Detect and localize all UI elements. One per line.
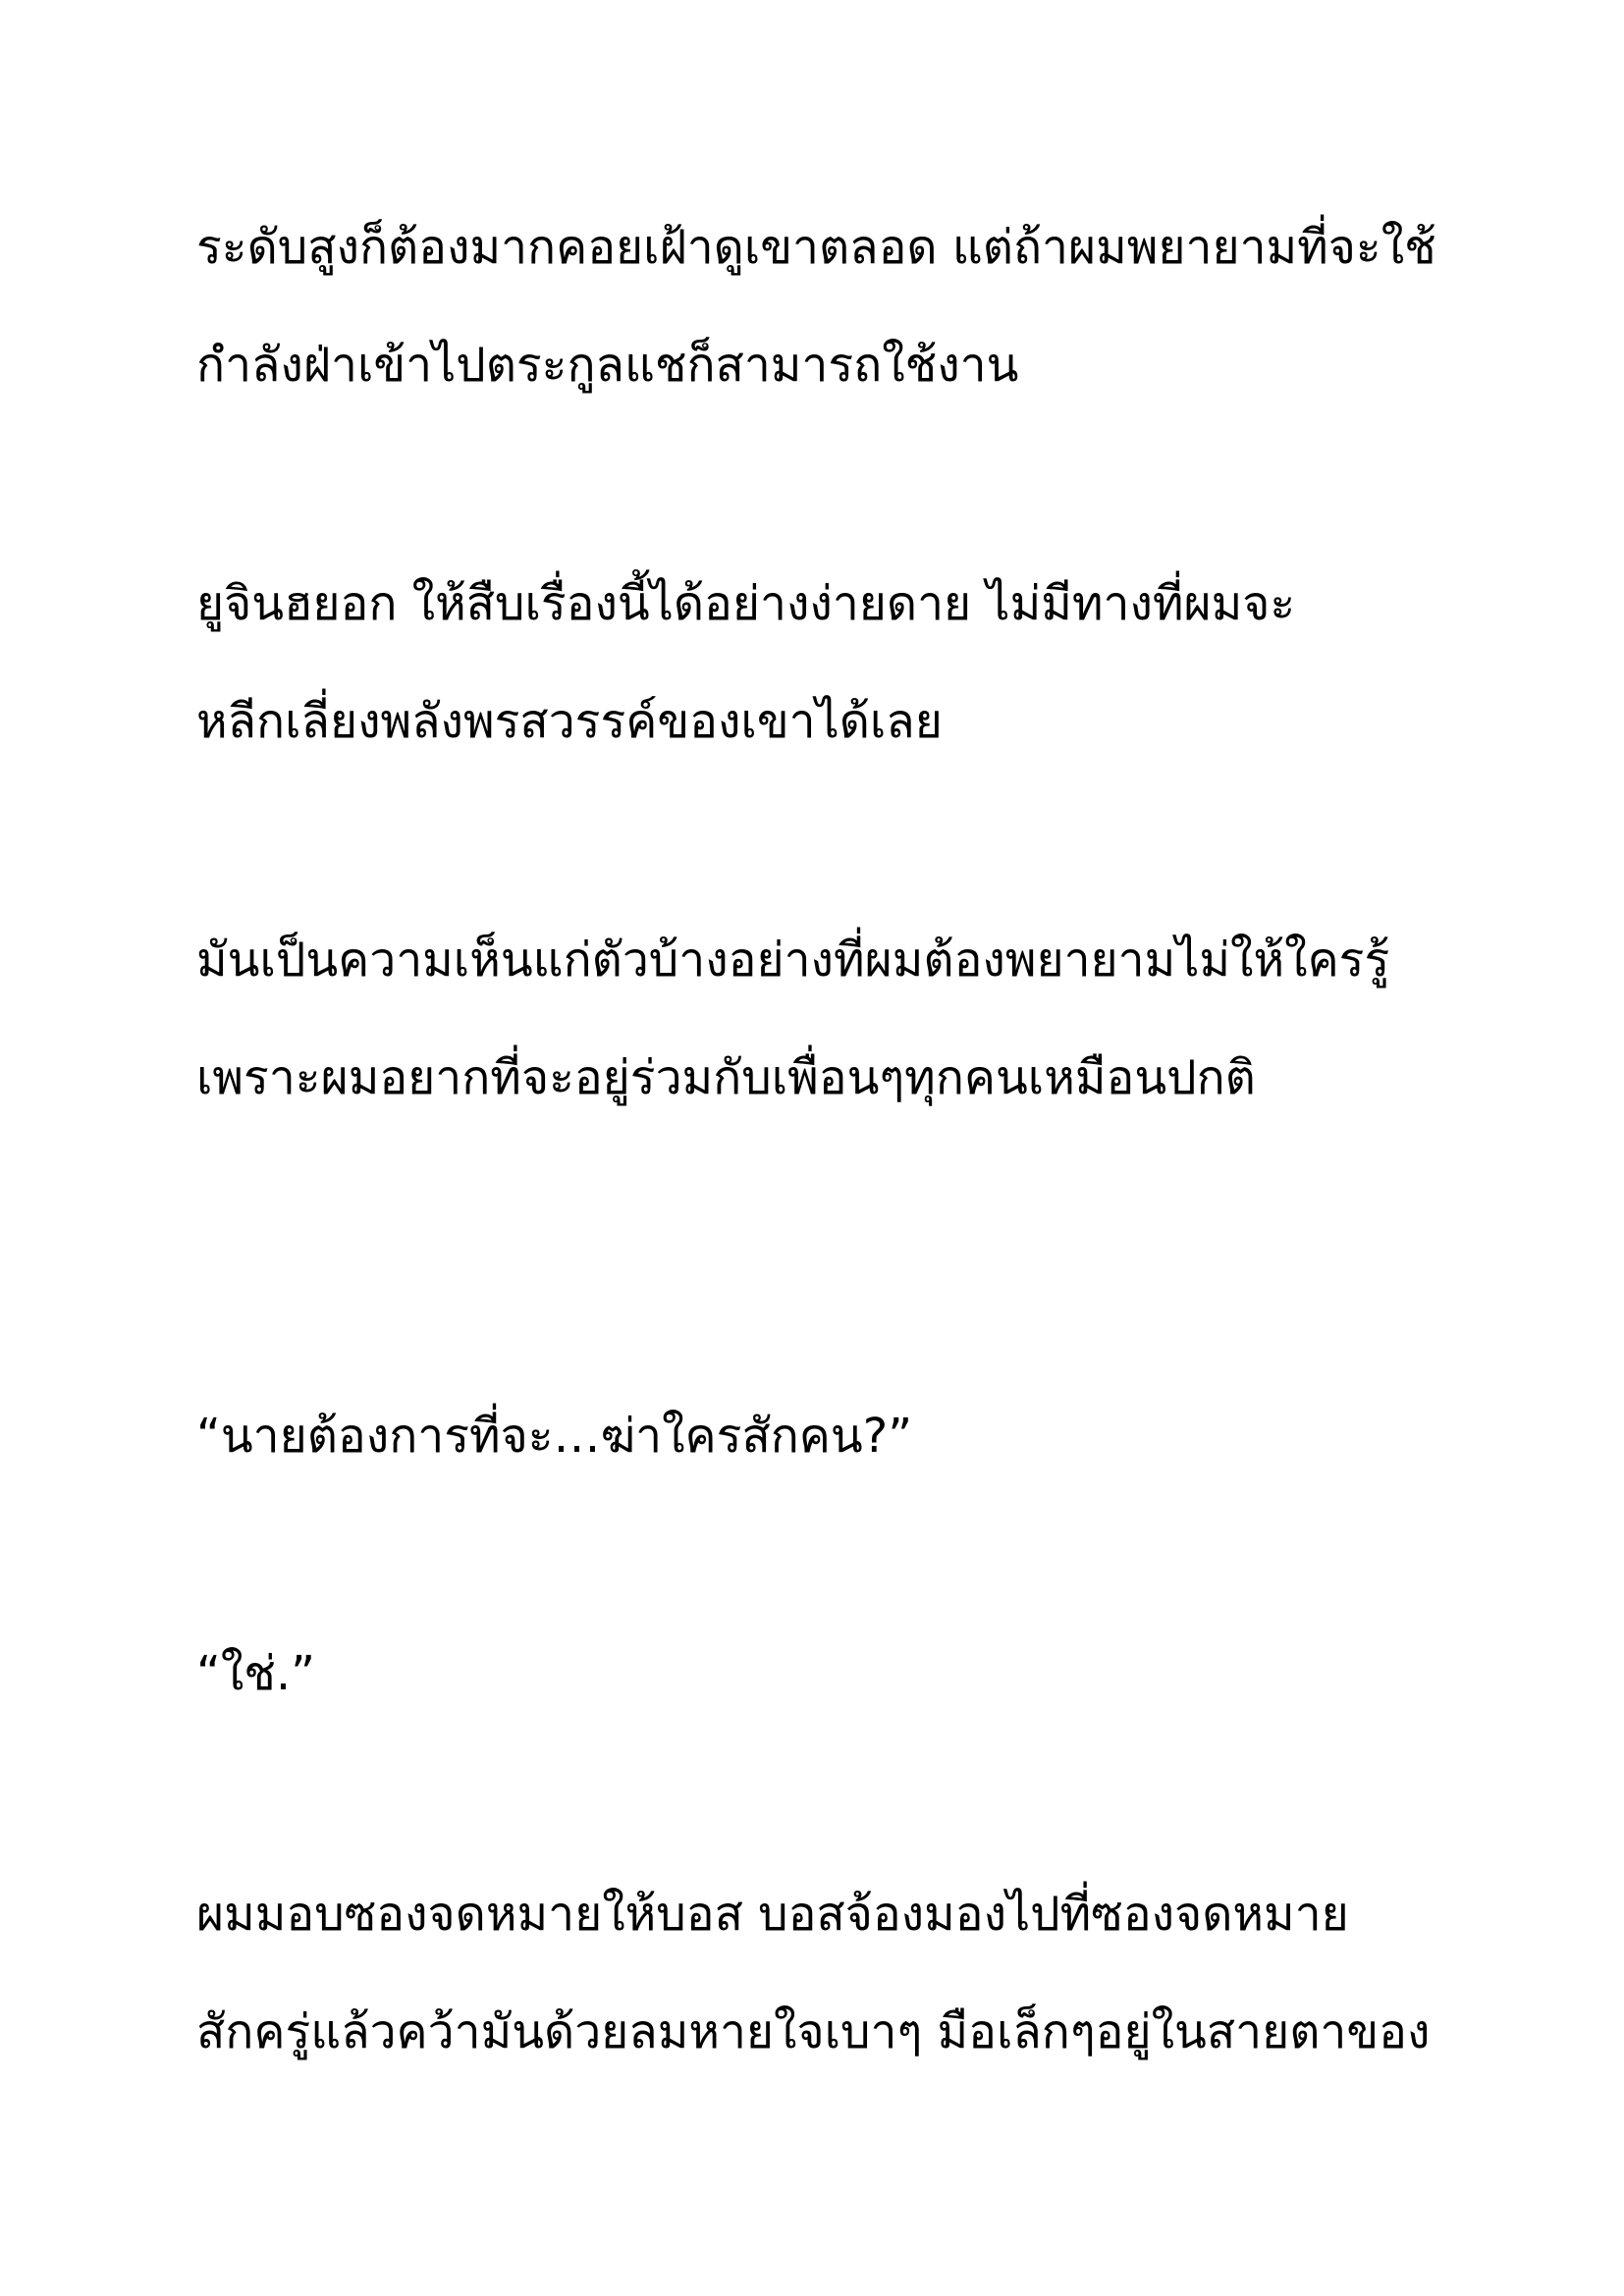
paragraph-3-line-2: เพราะผมอยากที่จะอยู่ร่วมกับเพื่อนๆทุกคนเหมือนปกติ — [196, 1050, 1256, 1105]
paragraph-6-line-2: สักครู่แล้วคว้ามันด้วยลมหายใจเบาๆ มือเล็กๆอยู่ในสายตาของ — [196, 2004, 1431, 2059]
paragraph-2-line-2: หลีกเลี่ยงพลังพรสวรรค์ของเขาได้เลย — [196, 694, 943, 749]
paragraph-2-line-1: ยูจินฮยอก ให้สืบเรื่องนี้ได้อย่างง่ายดาย ไม่มีทางที่ผมจะ — [196, 576, 1296, 631]
paragraph-1-line-2: กำลังฝ่าเข้าไปตระกูลแชก็สามารถใช้งาน — [196, 338, 1019, 393]
paragraph-3-line-1: มันเป็นความเห็นแก่ตัวบ้างอย่างที่ผมต้องพยายามไม่ให้ใครรู้ — [196, 933, 1390, 988]
dialogue-line-question: “นายต้องการที่จะ…ฆ่าใครสักคน?” — [196, 1409, 913, 1464]
paragraph-6-line-1: ผมมอบซองจดหมายให้บอส บอสจ้องมองไปที่ซองจดหมาย — [196, 1887, 1349, 1942]
dialogue-line-answer: “ใช่.” — [196, 1646, 316, 1701]
paragraph-1-line-1: ระดับสูงก็ต้องมากคอยเฝ้าดูเขาตลอด แต่ถ้าผมพยายามที่จะใช้ — [196, 220, 1436, 275]
